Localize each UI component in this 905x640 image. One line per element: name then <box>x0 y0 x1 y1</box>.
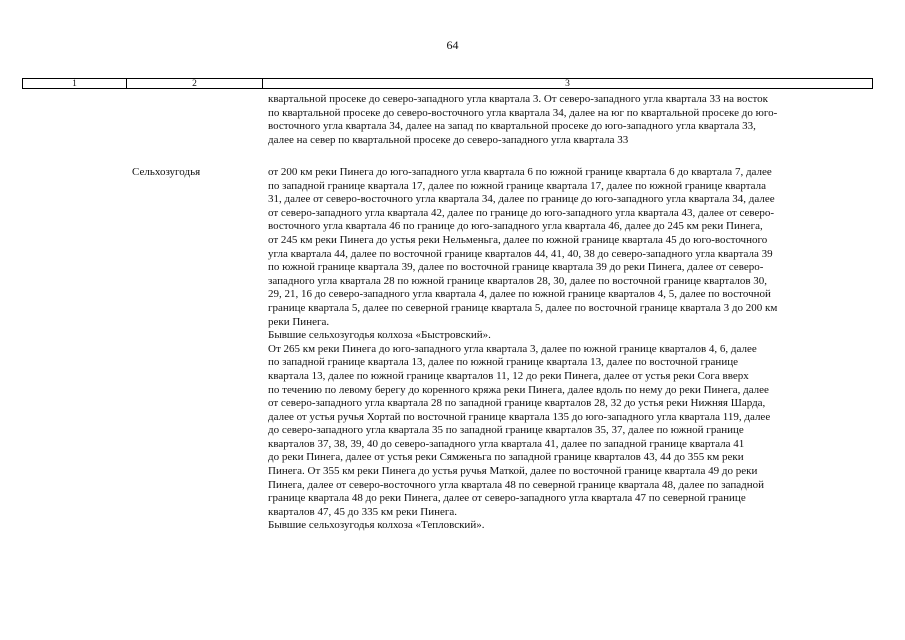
text-line: 31, далее от северо-восточного угла квартала 34, далее по границе до юго-западного угла квартала 34, далее <box>268 193 775 206</box>
table-header-col-3: 3 <box>565 79 570 89</box>
text-line: границе квартала 5, далее по северной границе квартала 5, далее по восточной границе квартала 3 до 200 км <box>268 301 778 314</box>
table-header-col-1: 1 <box>23 79 127 88</box>
text-line: От 265 км реки Пинега до юго-западного угла квартала 3, далее по южной границе кварталов 4, 6, далее <box>268 342 757 355</box>
text-line: по западной границе квартала 17, далее по южной границе квартала 17, далее по южной границе квартала <box>268 179 767 192</box>
text-line: Бывшие сельхозугодья колхоза «Быстровский». <box>268 329 491 342</box>
text-line: квартальной просеке до северо-западного угла квартала 3. От северо-западного угла квартала 33 на восток <box>268 93 769 105</box>
text-line: западного угла квартала 28 по южной границе кварталов 28, 30, далее по восточной границе кварталов 30, <box>268 274 768 287</box>
text-line: от 200 км реки Пинега до юго-западного угла квартала 6 по южной границе квартала 6 до квартала 7, далее <box>268 166 772 178</box>
text-line: от северо-западного угла квартала 28 по западной границе кварталов 28, 32 до устья реки Нижняя Шарда, <box>268 397 766 410</box>
text-line: кварталов 47, 45 до 335 км реки Пинега. <box>268 505 457 518</box>
page-number: 64 <box>446 38 459 52</box>
boundary-description <box>268 166 870 533</box>
text-line: от 245 км реки Пинега до устья реки Нельменьга, далее по южной границе квартала 45 до юго-восточного <box>268 233 768 246</box>
text-line: до северо-западного угла квартала 35 по западной границе кварталов 35, 37, далее по южной границе <box>268 424 744 437</box>
text-line: восточного угла квартала 46 по границе до юго-западного угла квартала 46, далее до 245 км реки Пинега, <box>268 220 763 233</box>
table-header-col-2: 2 <box>127 79 263 88</box>
text-line: Пинега. От 355 км реки Пинега до устья ручья Маткой, далее по восточной границе квартала 49 до реки <box>268 465 758 478</box>
text-line: границе квартала 48 до реки Пинега, далее от северо-западного угла квартала 47 по северной границе <box>268 492 746 505</box>
text-line: далее от устья ручья Хортай по восточной границе квартала 135 до юго-западного угла квартала 119, далее <box>268 410 771 423</box>
text-line: угла квартала 44, далее по восточной границе кварталов 44, 41, 40, 38 до северо-западного угла квартала 39 <box>268 247 773 260</box>
table-header-row <box>22 78 873 89</box>
text-line: 29, 21, 16 до северо-западного угла квартала 4, далее по южной границе кварталов 4, 5, далее по восточной <box>268 288 771 301</box>
text-line: по западной границе квартала 13, далее по южной границе квартала 13, далее по восточной границе <box>268 356 738 369</box>
text-line: восточного угла квартала 34, далее на запад по квартальной просеке до юго-западного угла квартала 33, <box>268 120 756 133</box>
text-line: от северо-западного угла квартала 42, далее по границе до юго-западного угла квартала 43, далее от северо- <box>268 206 775 219</box>
text-line: реки Пинега. <box>268 315 330 328</box>
text-line: квартала 13, далее по южной границе кварталов 11, 12 до реки Пинега, далее от устья реки Сога вверх <box>268 369 749 382</box>
text-line: по квартальной просеке до северо-восточного угла квартала 34, далее на юг по квартальной просеке до юго- <box>268 106 778 119</box>
row-label-agricultural-land: Сельхозугодья <box>132 166 201 178</box>
text-line: кварталов 37, 38, 39, 40 до северо-западного угла квартала 41, далее по западной границе квартала 41 <box>268 437 745 450</box>
text-line: далее на север по квартальной просеке до северо-западного угла квартала 33 <box>268 133 629 146</box>
text-line: по течению по левому берегу до коренного кряжа реки Пинега, далее вдоль по нему до реки Пинега, далее <box>268 383 769 396</box>
text-line: Бывшие сельхозугодья колхоза «Тепловский». <box>268 519 485 532</box>
continuation-text <box>268 93 870 147</box>
text-line: до реки Пинега, далее от устья реки Сямженьга по западной границе кварталов 43, 44 до 355 км реки <box>268 451 744 464</box>
text-line: Пинега, далее от северо-восточного угла квартала 48 по северной границе квартала 48, далее по западной <box>268 478 764 491</box>
text-line: по южной границе квартала 39, далее по восточной границе квартала 39 до реки Пинега, далее от северо- <box>268 261 764 274</box>
